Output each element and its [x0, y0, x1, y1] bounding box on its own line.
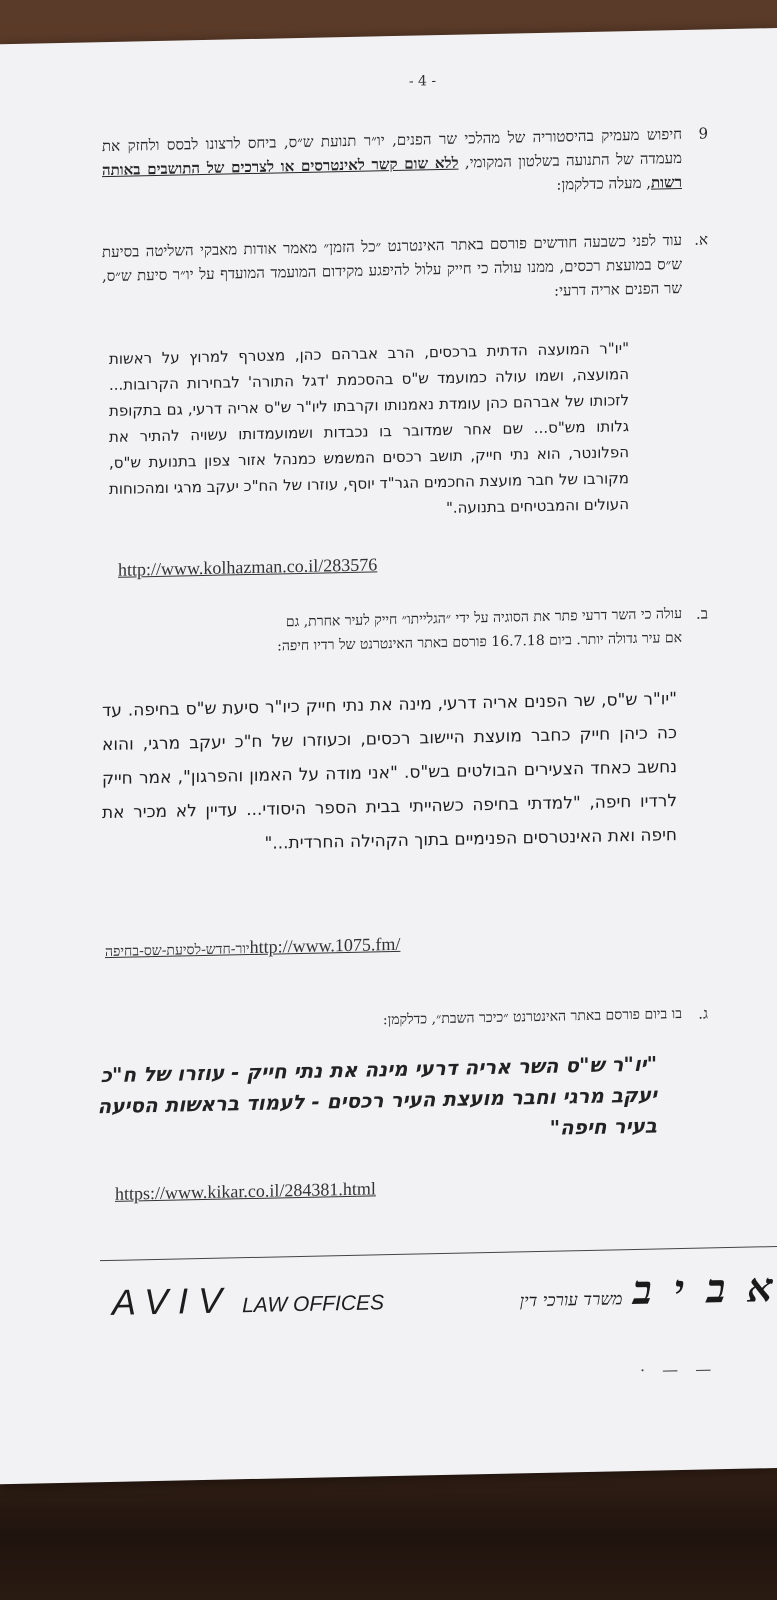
item-a-intro-text: עוד לפני כשבעה חודשים פורסם באתר האינטרנט ״כל הזמן״ מאמר אודות מאבקי השליטה בסיעת ש״ס במועצת רכסים, ממנו עולה כי חייק עלול להיפגע מקידום המועמד המועדף על יו״ר סיעת ש״ס, שר הפנים אריה דרעי: [102, 230, 682, 300]
section-9-ending: , מעלה כדלקמן: [556, 173, 652, 194]
section-9 [102, 122, 708, 206]
item-a-link[interactable]: http://www.kolhazman.co.il/283576 [118, 554, 378, 580]
item-a-quote: "יו"ר המועצה הדתית ברכסים, הרב אברהם כהן, מצטרף למרוץ על ראשות המועצה, ושמו עולה כמועמד ש"ס בהסכמת 'דגל התורה' לבחירות הקרובות... לזכותו של אברהם כהן עומדת נאמנותו וקרבתו ליו"ר ש"ס אריה דרעי, גם בתקופת גלותו מש"ס... שם אחר שמדובר בו נכבדות ושמועמדותו עשויה להתיר את הפלונטר, הוא נתי חייק, תושב רכסים המשמש כמנהל אזור צפון בתנועת ש"ס, מקורבו של חבר מועצת החכמים הגר"ד יוסף, עוזרו של הח"כ יעקב מרגי ומהכוחות העולים והמבטיחים בתנועה." [109, 339, 629, 517]
item-b-link[interactable] [105, 934, 400, 961]
item-b-quote: "יו"ר ש"ס, שר הפנים אריה דרעי, מינה את נתי חייק כיו"ר סיעת ש"ס בחיפה. עד כה כיהן חייק כחבר מועצת היישוב רכסים, וכעוזרו של ח"כ יעקב מרגי, והוא נחשב כאחד הצעירים הבולטים בש"ס. "אני מודה על האמון והפרגון", אמר חייק לרדיו חיפה, "למדתי בחיפה כשהייתי בבית הספר היסודי... עדיין לא מכיר את חיפה ואת האינטרסים הפנימיים בתוך הקהילה החרדית..." [102, 689, 677, 854]
footer-hebrew-logo: א ב י ב [632, 1264, 777, 1315]
footer-brand-sub: LAW OFFICES [242, 1291, 385, 1318]
section-9-number: 9 [698, 124, 708, 143]
item-c-label: ג. [698, 1004, 708, 1023]
item-b-intro-line-2: אם עיר גדולה יותר. ביום 16.7.18 פורסם באתר האינטרנט של רדיו חיפה: [277, 629, 682, 655]
footer-hebrew-sub: משרד עורכי דין [519, 1289, 623, 1312]
footer-brand-hebrew [520, 1264, 777, 1316]
footer-brand-latin [112, 1276, 384, 1324]
footer-divider [100, 1246, 777, 1261]
item-b-link-path[interactable]: יור-חדש-לסיעת-שס-בחיפה [105, 941, 250, 961]
document-content [0, 28, 777, 1484]
item-c-link[interactable]: https://www.kikar.co.il/284381.html [115, 1178, 376, 1204]
item-a-label: א. [694, 230, 708, 249]
item-c-intro-text: בו ביום פורסם באתר האינטרנט ״כיכר השבת״, כדלקמן: [382, 1005, 682, 1029]
footer-dashes: — — · [640, 1359, 718, 1380]
item-c-intro [102, 1002, 708, 1038]
document-page [0, 28, 777, 1484]
item-c-quote: "יו"ר ש"ס השר אריה דרעי מינה את נתי חייק - עוזרו של ח"כ יעקב מרגי וחבר מועצת העיר רכסים - לעמוד בראשות הסיעה בעיר חיפה" [97, 1051, 657, 1140]
item-b-label: ב. [696, 604, 708, 623]
item-a-intro [102, 228, 708, 312]
footer-brand-name: AVIV [112, 1279, 233, 1323]
section-9-emphasis: ללא שום קשר לאינטרסים או לצרכים של התושבים באותה רשות [102, 153, 682, 192]
section-9-text: חיפוש מעמיק בהיסטוריה של מהלכי שר הפנים, יו״ר תנועת ש״ס, ביחס לרצונו לבסס ולחזק את מעמדה של התנועה בשלטון המקומי, [102, 124, 682, 172]
item-b-link-base[interactable]: http://www.1075.fm/ [249, 933, 401, 958]
page-number: - 4 - [408, 73, 437, 90]
item-b-intro [102, 602, 708, 662]
item-b-intro-line-1: עולה כי השר דרעי פתר את הסוגיה על ידי ״הגלייתו״ חייק לעיר אחרת, גם [285, 605, 682, 631]
